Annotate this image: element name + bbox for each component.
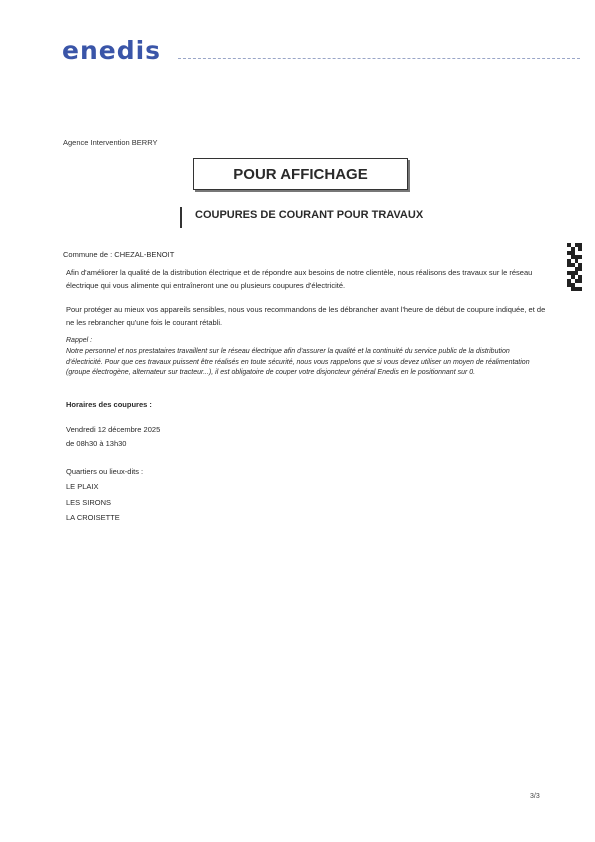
page-number: 3/3 — [530, 793, 540, 800]
outage-date: Vendredi 12 décembre 2025 — [66, 425, 161, 434]
list-item: LE PLAIX — [66, 482, 99, 491]
list-item: LA CROISETTE — [66, 513, 120, 522]
notice-title: POUR AFFICHAGE — [193, 158, 408, 190]
subtitle-bar — [180, 207, 182, 228]
list-item: LES SIRONS — [66, 497, 112, 507]
outage-time: de 08h30 à 13h30 — [66, 439, 127, 448]
advice-paragraph: Pour protéger au mieux vos appareils sensibles, nous vous recommandons de les débrancher avant l'heure de début de coupure indiquée, et de ne les rebrancher qu'une fois le courant rétabli. — [66, 305, 546, 327]
quartiers-title: Quartiers ou lieux-dits : — [66, 467, 144, 476]
commune: Commune de : CHEZAL-BENOIT — [63, 250, 175, 259]
enedis-logo: enedis — [62, 36, 162, 65]
agency-name: Agence Intervention BERRY — [63, 138, 158, 147]
places-list — [66, 482, 120, 529]
qr-code-icon — [567, 243, 582, 291]
subtitle: COUPURES DE COURANT POUR TRAVAUX — [195, 209, 424, 221]
header-rule — [178, 58, 580, 59]
rappel-label: Rappel : — [66, 337, 93, 344]
intro-paragraph: Afin d'améliorer la qualité de la distribution électrique et de répondre aux besoins de notre clientèle, nous réalisons des travaux sur le réseau électrique qui vous alimente qui entraîneront une ou plusieurs coupures d'électricité. — [66, 268, 533, 290]
rappel-text: Notre personnel et nos prestataires travaillent sur le réseau électrique afin d'assurer la qualité et la continuité du service public de la distribution d'électricité. Pour que ces travaux puissent être réalisés en toute sécurité, nous vous rappelons que si vous devez utiliser un moyen de réalimentation (groupe électrogène, alternateur sur tracteur...), il est obligatoire de couper votre disjoncteur général Enedis en le positionnant sur 0. — [66, 348, 530, 376]
hours-title: Horaires des coupures : — [66, 400, 152, 409]
